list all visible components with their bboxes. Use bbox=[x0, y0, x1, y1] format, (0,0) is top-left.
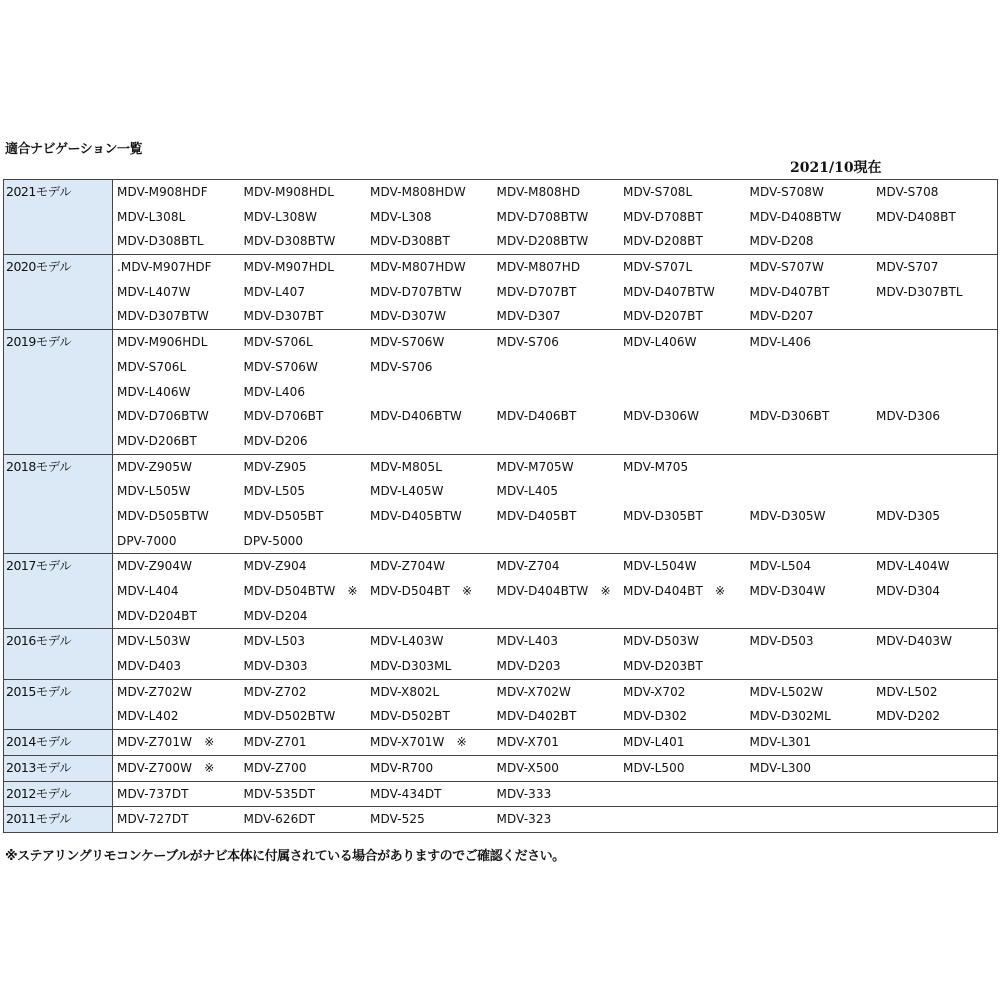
model-name: MDV-D407BTW bbox=[623, 284, 715, 299]
model-name: MDV-D308BT bbox=[370, 234, 450, 249]
model-row bbox=[113, 756, 997, 781]
model-row bbox=[113, 479, 997, 504]
model-name: MDV-L503 bbox=[243, 634, 306, 649]
year-label: 2012モデル bbox=[6, 785, 72, 801]
model-name: MDV-D404BT ※ bbox=[623, 584, 726, 598]
year-cell bbox=[4, 781, 113, 807]
model-name: MDV-L406 bbox=[243, 384, 306, 399]
model-name: MDV-D305 bbox=[876, 508, 941, 523]
year-cell bbox=[4, 679, 113, 729]
model-name: MDV-D708BTW bbox=[496, 209, 589, 224]
model-name: MDV-434DT bbox=[370, 786, 442, 801]
model-name: MDV-D707BTW bbox=[370, 284, 462, 299]
model-name: MDV-M805L bbox=[370, 459, 443, 474]
model-name: MDV-727DT bbox=[117, 812, 189, 827]
year-cell bbox=[4, 454, 113, 554]
model-name: MDV-M808HD bbox=[496, 185, 581, 199]
year-label: 2020モデル bbox=[6, 259, 72, 275]
year-cell bbox=[4, 730, 113, 756]
model-row bbox=[113, 807, 997, 832]
model-row bbox=[113, 782, 997, 807]
model-name bbox=[366, 429, 493, 454]
model-name: MDV-L407 bbox=[243, 284, 306, 299]
year-label: 2017モデル bbox=[6, 558, 72, 574]
model-name: MDV-S707W bbox=[749, 260, 825, 275]
model-name: MDV-M705W bbox=[496, 459, 574, 474]
model-row bbox=[113, 304, 997, 329]
model-name: MDV-M906HDL bbox=[117, 335, 208, 350]
model-name: MDV-D308BTW bbox=[243, 234, 336, 249]
model-name bbox=[619, 479, 746, 504]
model-name: MDV-M908HDL bbox=[243, 185, 335, 199]
model-name: MDV-D208 bbox=[749, 234, 814, 249]
model-name bbox=[619, 807, 746, 832]
model-name: MDV-L406 bbox=[749, 335, 812, 350]
model-name: MDV-D304 bbox=[876, 584, 941, 598]
model-name bbox=[366, 604, 493, 629]
model-name bbox=[872, 229, 999, 254]
models-cell bbox=[113, 781, 998, 807]
model-name bbox=[619, 429, 746, 454]
model-name bbox=[619, 380, 746, 405]
model-name: MDV-D307BTL bbox=[876, 284, 963, 299]
model-name: MDV-L505W bbox=[117, 484, 191, 499]
model-name: MDV-D303ML bbox=[370, 659, 452, 674]
model-name: MDV-D405BTW bbox=[370, 508, 462, 523]
model-name: MDV-D206BT bbox=[117, 433, 197, 448]
model-name: MDV-D204BT bbox=[117, 608, 197, 623]
model-row bbox=[113, 730, 997, 755]
model-name: MDV-D406BTW bbox=[370, 409, 462, 424]
model-name bbox=[872, 455, 999, 480]
model-name: MDV-D307 bbox=[496, 309, 561, 324]
model-name bbox=[366, 380, 493, 405]
model-name: MDV-333 bbox=[496, 786, 552, 801]
model-name: MDV-L308W bbox=[243, 209, 318, 224]
model-row bbox=[113, 629, 997, 654]
model-name: MDV-D706BT bbox=[243, 409, 324, 424]
model-name: MDV-D503 bbox=[749, 634, 814, 649]
year-cell bbox=[4, 807, 113, 833]
year-label: 2014モデル bbox=[6, 734, 72, 750]
footnote: ※ステアリングリモコンケーブルがナビ本体に付属されている場合がありますのでご確認ください。 bbox=[5, 849, 565, 864]
model-name: MDV-Z905 bbox=[243, 459, 307, 474]
model-name: MDV-D307BT bbox=[243, 309, 324, 324]
model-name: MDV-L301 bbox=[749, 735, 812, 750]
year-label: 2019モデル bbox=[6, 334, 72, 350]
model-name: MDV-L308L bbox=[117, 209, 186, 224]
model-name: MDV-D207BT bbox=[623, 309, 703, 324]
model-name: MDV-D305W bbox=[749, 508, 826, 523]
model-row bbox=[113, 604, 997, 629]
year-label: 2021モデル bbox=[6, 184, 72, 199]
model-name: MDV-D303 bbox=[243, 659, 308, 674]
year-group-row bbox=[4, 255, 998, 330]
year-group-row bbox=[4, 679, 998, 729]
model-name bbox=[619, 529, 746, 554]
model-name bbox=[872, 807, 999, 832]
model-name: MDV-D402BT bbox=[496, 709, 577, 724]
model-name: MDV-D308BTL bbox=[117, 234, 204, 249]
model-name: MDV-S706 bbox=[496, 335, 560, 350]
model-name: MDV-L406W bbox=[117, 384, 191, 399]
model-name: MDV-D706BTW bbox=[117, 409, 209, 424]
model-name bbox=[493, 429, 620, 454]
model-name: MDV-L401 bbox=[623, 735, 685, 750]
model-name: MDV-D202 bbox=[876, 709, 941, 724]
model-row bbox=[113, 680, 997, 705]
model-name: MDV-Z700W ※ bbox=[117, 760, 215, 775]
model-name: MDV-D207 bbox=[749, 309, 814, 324]
model-name: MDV-S708W bbox=[749, 185, 825, 199]
model-name: MDV-L404 bbox=[117, 584, 179, 598]
model-name: MDV-D505BT bbox=[243, 508, 324, 523]
model-name bbox=[619, 604, 746, 629]
model-name: MDV-X701W ※ bbox=[370, 735, 467, 750]
model-name bbox=[619, 355, 746, 380]
year-label: 2013モデル bbox=[6, 759, 72, 775]
model-name: MDV-Z701W ※ bbox=[117, 735, 215, 750]
model-name: MDV-D306BT bbox=[749, 409, 830, 424]
model-name bbox=[493, 380, 620, 405]
model-name bbox=[872, 604, 999, 629]
year-label: 2015モデル bbox=[6, 683, 72, 699]
model-name: MDV-M808HDW bbox=[370, 185, 466, 199]
year-cell bbox=[4, 554, 113, 629]
year-cell bbox=[4, 755, 113, 781]
model-name: MDV-L405 bbox=[496, 484, 559, 499]
model-name: MDV-Z904 bbox=[243, 559, 307, 574]
model-name: MDV-525 bbox=[370, 812, 425, 827]
model-name: MDV-M908HDF bbox=[117, 185, 208, 199]
model-name bbox=[746, 479, 873, 504]
model-name: MDV-L505 bbox=[243, 484, 306, 499]
year-group-row bbox=[4, 781, 998, 807]
model-name bbox=[493, 604, 620, 629]
model-name: MDV-626DT bbox=[243, 812, 316, 827]
model-name: MDV-D405BT bbox=[496, 508, 577, 523]
model-row bbox=[113, 429, 997, 454]
models-cell bbox=[113, 454, 998, 554]
model-name: MDV-R700 bbox=[370, 760, 434, 775]
model-name bbox=[746, 355, 873, 380]
model-name bbox=[872, 654, 999, 679]
model-name bbox=[872, 304, 999, 329]
model-name bbox=[493, 529, 620, 554]
models-cell bbox=[113, 180, 998, 255]
model-name: MDV-Z701 bbox=[243, 735, 307, 750]
model-name bbox=[872, 730, 999, 755]
model-name: MDV-L504 bbox=[749, 559, 812, 574]
model-row bbox=[113, 380, 997, 405]
year-label: 2016モデル bbox=[6, 633, 72, 649]
model-name: MDV-535DT bbox=[243, 786, 316, 801]
model-name: MDV-D707BT bbox=[496, 284, 577, 299]
model-name: MDV-D403W bbox=[876, 634, 953, 649]
model-name: MDV-L502 bbox=[876, 684, 938, 699]
model-name: MDV-D302ML bbox=[749, 709, 831, 724]
model-name: MDV-D203BT bbox=[623, 659, 703, 674]
year-group-row bbox=[4, 807, 998, 833]
model-name: MDV-Z700 bbox=[243, 760, 307, 775]
model-name: MDV-D408BTW bbox=[749, 209, 842, 224]
model-name: MDV-S706W bbox=[243, 359, 319, 374]
model-name: MDV-D406BT bbox=[496, 409, 577, 424]
model-name: MDV-L300 bbox=[749, 760, 812, 775]
model-name: MDV-Z905W bbox=[117, 459, 193, 474]
year-group-row bbox=[4, 330, 998, 454]
model-name: MDV-L402 bbox=[117, 709, 179, 724]
model-name: MDV-D208BTW bbox=[496, 234, 589, 249]
model-name: MDV-M807HDW bbox=[370, 260, 466, 275]
model-name: MDV-D403 bbox=[117, 659, 182, 674]
model-name bbox=[746, 455, 873, 480]
model-name: MDV-D408BT bbox=[876, 209, 956, 224]
model-row bbox=[113, 654, 997, 679]
model-row bbox=[113, 579, 997, 604]
model-name: MDV-D304W bbox=[749, 584, 826, 598]
model-name bbox=[746, 807, 873, 832]
compatibility-table bbox=[3, 179, 998, 833]
model-name bbox=[872, 756, 999, 781]
model-name: MDV-D206 bbox=[243, 433, 308, 448]
model-name: MDV-D708BT bbox=[623, 209, 703, 224]
models-cell bbox=[113, 679, 998, 729]
year-group-row bbox=[4, 730, 998, 756]
model-name: MDV-D307W bbox=[370, 309, 447, 324]
models-cell bbox=[113, 554, 998, 629]
model-name: MDV-D208BT bbox=[623, 234, 703, 249]
year-group-row bbox=[4, 180, 998, 255]
model-row bbox=[113, 180, 997, 205]
year-label: 2018モデル bbox=[6, 458, 72, 474]
model-name: MDV-L403W bbox=[370, 634, 444, 649]
models-cell bbox=[113, 807, 998, 833]
model-name bbox=[872, 355, 999, 380]
model-name: MDV-S706L bbox=[243, 335, 313, 350]
page-title: 適合ナビゲーション一覧 bbox=[5, 142, 142, 157]
model-row bbox=[113, 529, 997, 554]
model-name: MDV-Z904W bbox=[117, 559, 193, 574]
model-name: MDV-D302 bbox=[623, 709, 688, 724]
model-name: MDV-D505BTW bbox=[117, 508, 209, 523]
model-name: MDV-S706 bbox=[370, 359, 433, 374]
model-name: MDV-S707L bbox=[623, 260, 693, 275]
model-row bbox=[113, 280, 997, 305]
model-row bbox=[113, 330, 997, 355]
model-name bbox=[493, 355, 620, 380]
year-group-row bbox=[4, 554, 998, 629]
model-name: MDV-L405W bbox=[370, 484, 444, 499]
models-cell bbox=[113, 730, 998, 756]
year-cell bbox=[4, 629, 113, 679]
year-group-row bbox=[4, 629, 998, 679]
model-name bbox=[872, 479, 999, 504]
model-name: MDV-X500 bbox=[496, 760, 560, 775]
model-row bbox=[113, 355, 997, 380]
model-row bbox=[113, 504, 997, 529]
model-row bbox=[113, 404, 997, 429]
models-cell bbox=[113, 330, 998, 454]
model-name: MDV-L500 bbox=[623, 760, 685, 775]
model-name: MDV-D307BTW bbox=[117, 309, 209, 324]
model-name bbox=[746, 604, 873, 629]
model-name bbox=[746, 529, 873, 554]
model-name: MDV-S708 bbox=[876, 185, 939, 199]
model-name bbox=[746, 429, 873, 454]
model-name: MDV-X802L bbox=[370, 684, 440, 699]
year-cell bbox=[4, 330, 113, 454]
as-of-date: 2021/10現在 bbox=[790, 160, 882, 176]
model-name: MDV-D503W bbox=[623, 634, 700, 649]
model-name: MDV-L308 bbox=[370, 209, 432, 224]
model-name bbox=[872, 380, 999, 405]
model-name: MDV-X702W bbox=[496, 684, 572, 699]
model-name: MDV-D504BTW ※ bbox=[243, 584, 358, 598]
model-name: MDV-D204 bbox=[243, 608, 308, 623]
model-name bbox=[872, 330, 999, 355]
model-name bbox=[872, 529, 999, 554]
model-name: MDV-Z704 bbox=[496, 559, 560, 574]
models-cell bbox=[113, 629, 998, 679]
model-row bbox=[113, 229, 997, 254]
year-cell bbox=[4, 180, 113, 255]
model-name: MDV-737DT bbox=[117, 786, 189, 801]
model-name bbox=[872, 782, 999, 807]
model-name: DPV-5000 bbox=[243, 533, 304, 548]
model-name: MDV-Z702W bbox=[117, 684, 193, 699]
model-name: MDV-L406W bbox=[623, 335, 697, 350]
model-name: MDV-D306 bbox=[876, 409, 941, 424]
model-name: MDV-323 bbox=[496, 812, 552, 827]
model-row bbox=[113, 205, 997, 230]
model-name: MDV-L403 bbox=[496, 634, 559, 649]
model-name: MDV-D203 bbox=[496, 659, 561, 674]
model-name: MDV-D306W bbox=[623, 409, 700, 424]
model-row bbox=[113, 455, 997, 480]
model-name bbox=[872, 429, 999, 454]
model-name: MDV-L504W bbox=[623, 559, 697, 574]
table-body bbox=[4, 180, 998, 833]
year-label: 2011モデル bbox=[6, 811, 72, 827]
model-name: MDV-X702 bbox=[623, 684, 686, 699]
model-name: MDV-S707 bbox=[876, 260, 939, 275]
year-group-row bbox=[4, 755, 998, 781]
year-group-row bbox=[4, 454, 998, 554]
year-cell bbox=[4, 255, 113, 330]
model-name bbox=[746, 380, 873, 405]
model-name bbox=[366, 529, 493, 554]
models-cell bbox=[113, 755, 998, 781]
model-name bbox=[619, 782, 746, 807]
model-name: MDV-M807HD bbox=[496, 260, 581, 275]
model-name bbox=[746, 654, 873, 679]
model-row bbox=[113, 255, 997, 280]
model-name: MDV-M907HDL bbox=[243, 260, 335, 275]
models-cell bbox=[113, 255, 998, 330]
model-name: MDV-S708L bbox=[623, 185, 693, 199]
model-name: MDV-S706W bbox=[370, 335, 445, 350]
model-name: MDV-S706L bbox=[117, 359, 187, 374]
model-name: MDV-D407BT bbox=[749, 284, 830, 299]
model-name: MDV-L407W bbox=[117, 284, 191, 299]
model-name: MDV-D504BT ※ bbox=[370, 584, 473, 598]
model-name: MDV-D502BTW bbox=[243, 709, 336, 724]
model-name: MDV-X701 bbox=[496, 735, 560, 750]
model-row bbox=[113, 554, 997, 579]
model-name: MDV-D305BT bbox=[623, 508, 703, 523]
model-row bbox=[113, 704, 997, 729]
model-name: MDV-D404BTW ※ bbox=[496, 584, 611, 598]
model-name: MDV-M705 bbox=[623, 459, 689, 474]
model-name: DPV-7000 bbox=[117, 533, 177, 548]
model-name: MDV-Z704W bbox=[370, 559, 446, 574]
model-name: MDV-Z702 bbox=[243, 684, 307, 699]
model-name: .MDV-M907HDF bbox=[117, 260, 212, 275]
model-name: MDV-D502BT bbox=[370, 709, 450, 724]
model-name: MDV-L404W bbox=[876, 559, 950, 574]
model-name: MDV-L502W bbox=[749, 684, 824, 699]
model-name bbox=[746, 782, 873, 807]
model-name: MDV-L503W bbox=[117, 634, 191, 649]
